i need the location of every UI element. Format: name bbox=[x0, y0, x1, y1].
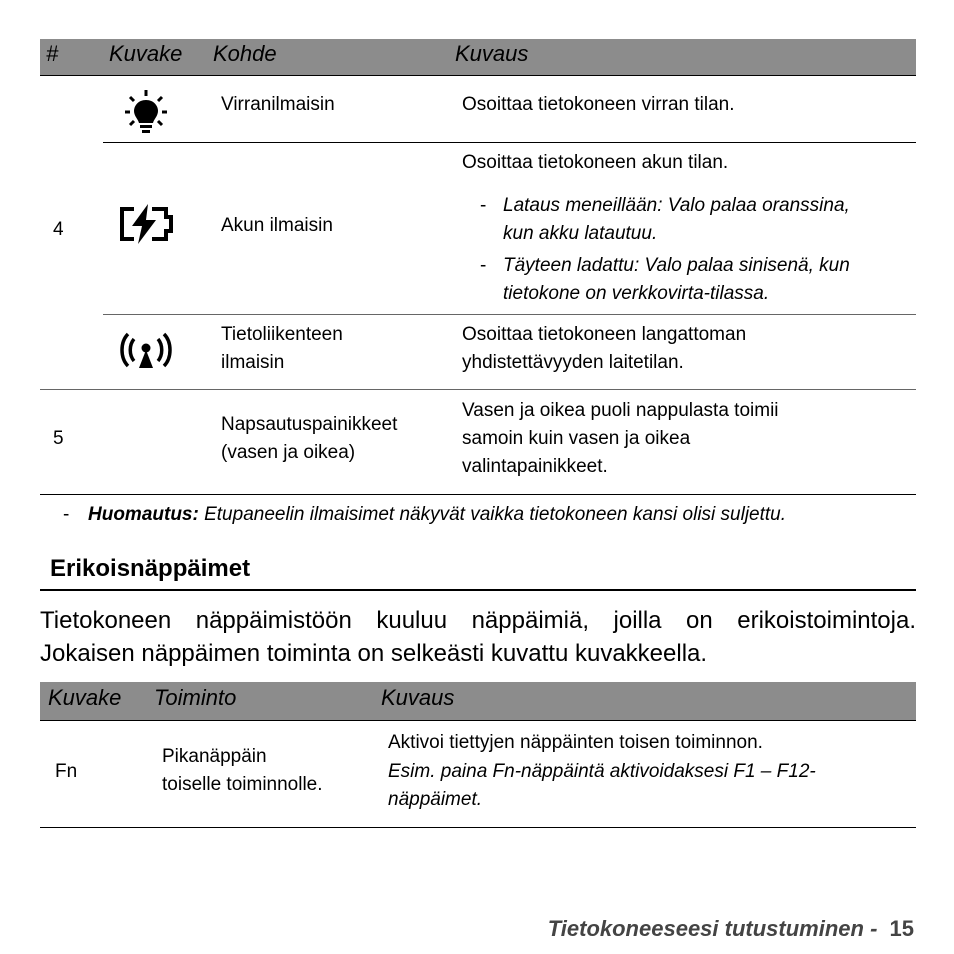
row3-desc-l1: Osoittaa tietokoneen langattoman bbox=[462, 324, 747, 345]
bullet-full-l2: tietokone on verkkovirta-tilassa. bbox=[503, 283, 770, 304]
row4-desc-l2: samoin kuin vasen ja oikea bbox=[462, 428, 691, 449]
section-paragraph-l2: Jokaisen näppäimen toiminta on selkeästi kuvattu kuvakkeella. bbox=[40, 640, 708, 667]
bullet-charging-l1: Lataus meneillään: Valo palaa oranssina, bbox=[503, 195, 850, 216]
row2-desc: Osoittaa tietokoneen akun tilan. bbox=[462, 152, 729, 173]
desc-l2: Esim. paina Fn-näppäintä aktivoidaksesi F1 – F12- bbox=[388, 761, 816, 782]
table1-bottom-rule bbox=[40, 494, 916, 495]
row4-desc-l3: valintapainikkeet. bbox=[462, 456, 608, 477]
wireless-antenna-icon bbox=[118, 330, 174, 370]
row2-item: Akun ilmaisin bbox=[221, 215, 333, 236]
table1-header bbox=[40, 39, 916, 76]
key-fn: Fn bbox=[55, 761, 78, 782]
header-desc: Kuvaus bbox=[381, 685, 455, 710]
header-icon: Kuvake bbox=[48, 685, 122, 710]
table2-header bbox=[40, 682, 916, 721]
row3-desc-l2: yhdistettävyyden laitetilan. bbox=[462, 352, 684, 373]
page-number: 15 bbox=[889, 916, 914, 941]
section-rule bbox=[40, 589, 916, 591]
note bbox=[88, 501, 786, 529]
page-footer bbox=[548, 915, 914, 943]
bullet-dash: - bbox=[480, 195, 487, 216]
row4-item-l2: (vasen ja oikea) bbox=[221, 442, 356, 463]
function-l2: toiselle toiminnolle. bbox=[162, 774, 323, 795]
row4-item-l1: Napsautuspainikkeet bbox=[221, 414, 398, 435]
row-divider bbox=[103, 142, 916, 143]
table2-bottom-rule bbox=[40, 827, 916, 828]
note-dash: - bbox=[63, 504, 70, 525]
bullet-dash: - bbox=[480, 255, 487, 276]
row1-item: Virranilmaisin bbox=[221, 94, 335, 115]
header-desc: Kuvaus bbox=[455, 41, 529, 66]
note-text: Etupaneelin ilmaisimet näkyvät vaikka tietokoneen kansi olisi suljettu. bbox=[204, 504, 787, 525]
row4-desc-l1: Vasen ja oikea puoli nappulasta toimii bbox=[462, 400, 779, 421]
section-heading: Erikoisnäppäimet bbox=[50, 555, 251, 582]
header-icon: Kuvake bbox=[109, 41, 183, 66]
battery-charging-icon bbox=[118, 204, 174, 244]
desc-l3: näppäimet. bbox=[388, 789, 483, 810]
bullet-full-l1: Täyteen ladattu: Valo palaa sinisenä, kun bbox=[503, 255, 850, 276]
footer-title: Tietokoneeseesi tutustuminen - bbox=[547, 916, 878, 941]
row1-desc: Osoittaa tietokoneen virran tilan. bbox=[462, 94, 735, 115]
desc-l1: Aktivoi tiettyjen näppäinten toisen toiminnon. bbox=[388, 732, 763, 753]
power-light-icon bbox=[124, 88, 168, 138]
bullet-charging-l2: kun akku latautuu. bbox=[503, 223, 658, 244]
header-num: # bbox=[46, 41, 59, 66]
header-item: Kohde bbox=[213, 41, 277, 66]
row3-item-l1: Tietoliikenteen bbox=[221, 324, 343, 345]
section-paragraph-l1: Tietokoneen näppäimistöön kuuluu näppäimiä, joilla on erikoistoimintoja. bbox=[40, 607, 916, 634]
row-divider bbox=[103, 314, 916, 315]
row-number-4: 4 bbox=[53, 219, 64, 240]
row-number-5: 5 bbox=[53, 428, 64, 449]
header-function: Toiminto bbox=[154, 685, 237, 710]
row3-item-l2: ilmaisin bbox=[221, 352, 285, 373]
function-l1: Pikanäppäin bbox=[162, 746, 267, 767]
note-label: Huomautus: bbox=[88, 504, 199, 525]
row-divider bbox=[40, 389, 916, 390]
